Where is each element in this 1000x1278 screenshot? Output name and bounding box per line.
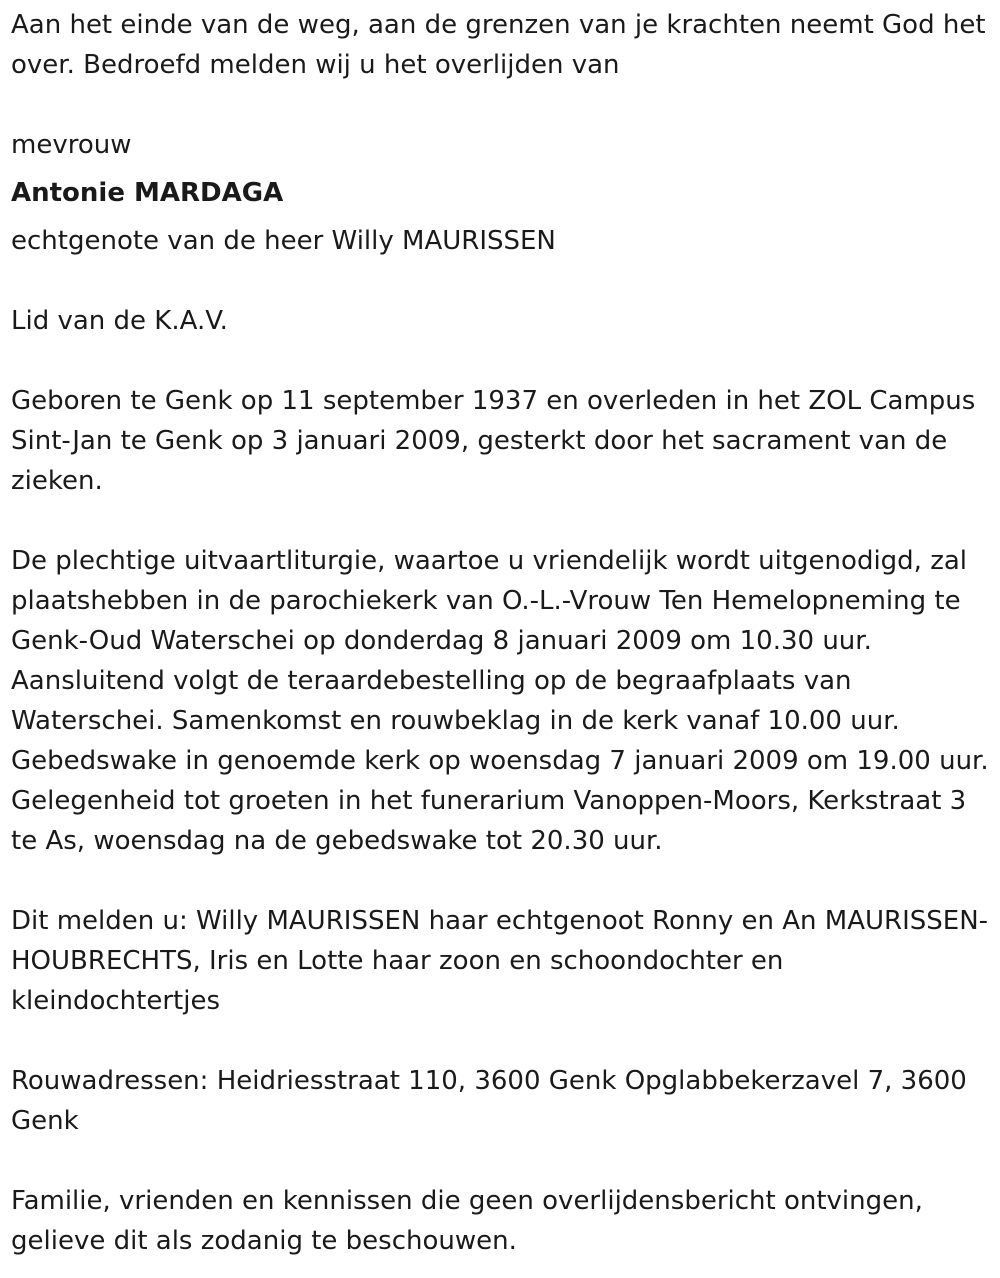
spouse-line: echtgenote van de heer Willy MAURISSEN — [11, 226, 556, 256]
obituary-notice — [11, 5, 991, 1261]
closing-paragraph: Familie, vrienden en kennissen die geen overlijdensbericht ontvingen, gelieve dit als zodanig te beschouwen. — [11, 1186, 923, 1256]
funeral-paragraph: De plechtige uitvaartliturgie, waartoe u vriendelijk wordt uitgenodigd, zal plaatshebben in de parochiekerk van O.-L.-Vrouw Ten Hemelopneming te Genk-Oud Waterschei op donderdag 8 januari 2009 om 10.30 uur. Aansluitend volgt de teraardebestelling op de begraafplaats van Waterschei. Samenkomst en rouwbeklag in de kerk vanaf 10.00 uur. Gebedswake in genoemde kerk op woensdag 7 januari 2009 om 19.00 uur. Gelegenheid tot groeten in het funerarium Vanoppen-Moors, Kerkstraat 3 te As, woensdag na de gebedswake tot 20.30 uur. — [11, 546, 989, 856]
addresses-paragraph: Rouwadressen: Heidriesstraat 110, 3600 Genk Opglabbekerzavel 7, 3600 Genk — [11, 1066, 967, 1136]
family-paragraph: Dit melden u: Willy MAURISSEN haar echtgenoot Ronny en An MAURISSEN-HOUBRECHTS, Iris en Lotte haar zoon en schoondochter en kleindochtertjes — [11, 906, 989, 1016]
intro-paragraph: Aan het einde van de weg, aan de grenzen van je krachten neemt God het over. Bedroefd melden wij u het overlijden van — [11, 10, 986, 80]
birth-death-paragraph: Geboren te Genk op 11 september 1937 en overleden in het ZOL Campus Sint-Jan te Genk op 3 januari 2009, gesterkt door het sacrament van de zieken. — [11, 386, 976, 496]
deceased-name: Antonie MARDAGA — [11, 178, 284, 208]
honorific: mevrouw — [11, 130, 132, 160]
membership-line: Lid van de K.A.V. — [11, 306, 228, 336]
